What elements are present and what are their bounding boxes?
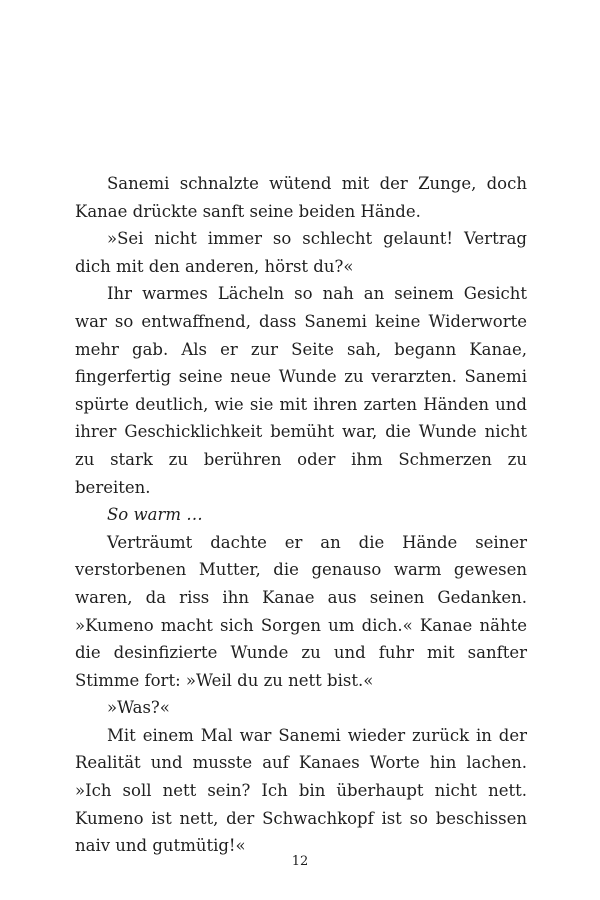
page-number: 12 bbox=[291, 854, 309, 869]
paragraph-2: »Sei nicht immer so schlecht gelaunt! Vertrag dich mit den anderen, hörst du?« bbox=[75, 229, 527, 276]
paragraph-1: Sanemi schnalzte wütend mit der Zunge, doch Kanae drückte sanft seine beiden Hände. bbox=[75, 174, 527, 221]
paragraph-7: Mit einem Mal war Sanemi wieder zurück in der Realität und musste auf Kanaes Worte hin lachen. »Ich soll nett sein? Ich bin überhaupt nicht nett. Kumeno ist nett, der Schwachkopf ist so beschissen naiv und gutmütig!« bbox=[75, 725, 527, 856]
paragraph-3: Ihr warmes Lächeln so nah an seinem Gesicht war so entwaffnend, dass Sanemi keine Widerworte mehr gab. Als er zur Seite sah, begann Kanae, fingerfertig seine neue Wunde zu verarzten. Sanemi spürte deutlich, wie sie mit ihren zarten Händen und ihrer Geschicklichkeit bemüht war, die Wunde nicht zu stark zu berühren oder ihm Schmerzen zu bereiten. bbox=[75, 284, 527, 497]
paragraph-6: »Was?« bbox=[107, 698, 170, 718]
paragraph-5: Verträumt dachte er an die Hände seiner verstorbenen Mutter, die genauso warm gewesen waren, da riss ihn Kanae aus seinen Gedanken. »Kumeno macht sich Sorgen um dich.« Kanae nähte die desinfizierte Wunde zu und fuhr mit sanfter Stimme fort: »Weil du zu nett bist.« bbox=[75, 532, 527, 690]
paragraph-4-italic: So warm … bbox=[107, 505, 203, 525]
body-text bbox=[75, 170, 527, 860]
